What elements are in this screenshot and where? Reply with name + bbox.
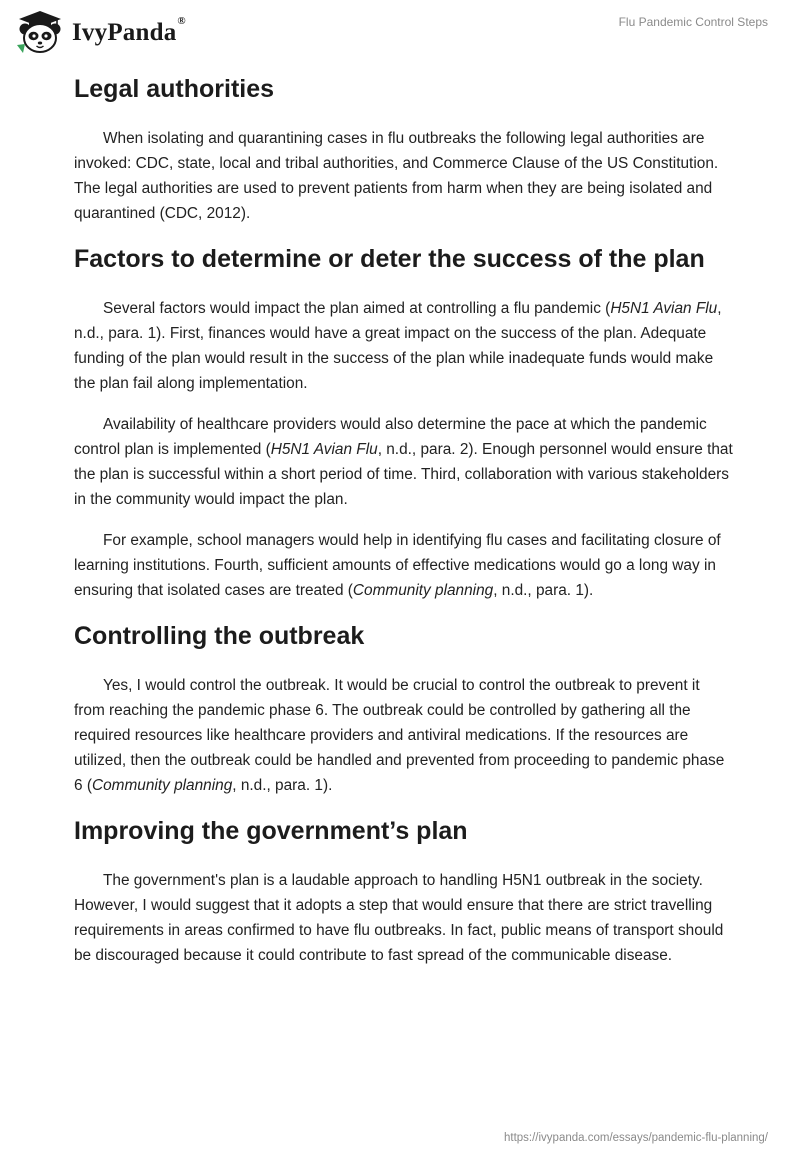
essay-section [74, 72, 734, 226]
paragraph-text: Yes, I would control the outbreak. It would be crucial to control the outbreak to prevent it from reaching the pandemic phase 6. The outbreak could be controlled by gathering all the required resources like healthcare providers and antiviral medications. If the resources are utilized, then the outbreak could be handled and prevented from proceeding to pandemic phase 6 ( [74, 677, 725, 794]
body-paragraph [74, 296, 734, 396]
paragraph-text: Availability of healthcare providers would also determine the pace at which the pandemic control plan is implemented ( [74, 416, 707, 458]
body-paragraph [74, 412, 734, 512]
page-header [0, 0, 800, 70]
ivypanda-logo[interactable] [14, 8, 186, 56]
body-paragraph [74, 126, 734, 226]
citation-title: H5N1 Avian Flu [610, 300, 718, 317]
citation-title: Community planning [91, 777, 233, 794]
citation-title: Community planning [352, 582, 494, 599]
essay-body [74, 72, 734, 984]
citation-title: H5N1 Avian Flu [270, 441, 378, 458]
body-paragraph [74, 868, 734, 968]
essay-section [74, 619, 734, 798]
paragraph-text: , n.d., para. 1). [493, 582, 594, 599]
brand-name: IvyPanda® [72, 15, 186, 46]
section-heading: Legal authorities [74, 75, 275, 103]
essay-section [74, 242, 734, 603]
body-paragraph [74, 673, 734, 798]
essay-section [74, 814, 734, 968]
paragraph-text: , n.d., para. 1). [232, 777, 333, 794]
paragraph-text: For example, school managers would help in identifying flu cases and facilitating closure of learning institutions. Fourth, sufficient amounts of effective medications would go a long way in ensuring that isolated cases are treated ( [74, 532, 721, 599]
section-heading: Factors to determine or deter the success of the plan [74, 245, 705, 273]
section-heading: Controlling the outbreak [74, 622, 365, 650]
section-heading: Improving the government’s plan [74, 817, 468, 845]
registered-mark: ® [177, 15, 186, 27]
panda-graduate-icon [14, 9, 66, 55]
source-url[interactable]: https://ivypanda.com/essays/pandemic-flu-planning/ [503, 1132, 768, 1144]
paragraph-text: , n.d., para. 2). Enough personnel would ensure that the plan is successful within a short period of time. Third, collaboration with various stakeholders in the community would impact the plan. [74, 441, 733, 508]
body-paragraph [74, 528, 734, 603]
paragraph-text: , n.d., para. 1). First, finances would have a great impact on the success of the plan. Adequate funding of the plan would result in the success of the plan while inadequate funds would make the plan fail along implementation. [74, 300, 722, 392]
document-title: Flu Pandemic Control Steps [618, 15, 768, 29]
paragraph-text: Several factors would impact the plan aimed at controlling a flu pandemic ( [103, 300, 611, 317]
paragraph-text: The government's plan is a laudable approach to handling H5N1 outbreak in the society. However, I would suggest that it adopts a step that would ensure that there are strict travelling requirements in areas confirmed to have flu outbreaks. In fact, public means of transport should be discouraged because it could contribute to fast spread of the communicable disease. [74, 872, 724, 964]
paragraph-text: When isolating and quarantining cases in flu outbreaks the following legal authorities are invoked: CDC, state, local and tribal authorities, and Commerce Clause of the US Constitution. The legal authorities are used to prevent patients from harm when they are being isolated and quarantined (CDC, 2012). [74, 130, 719, 222]
